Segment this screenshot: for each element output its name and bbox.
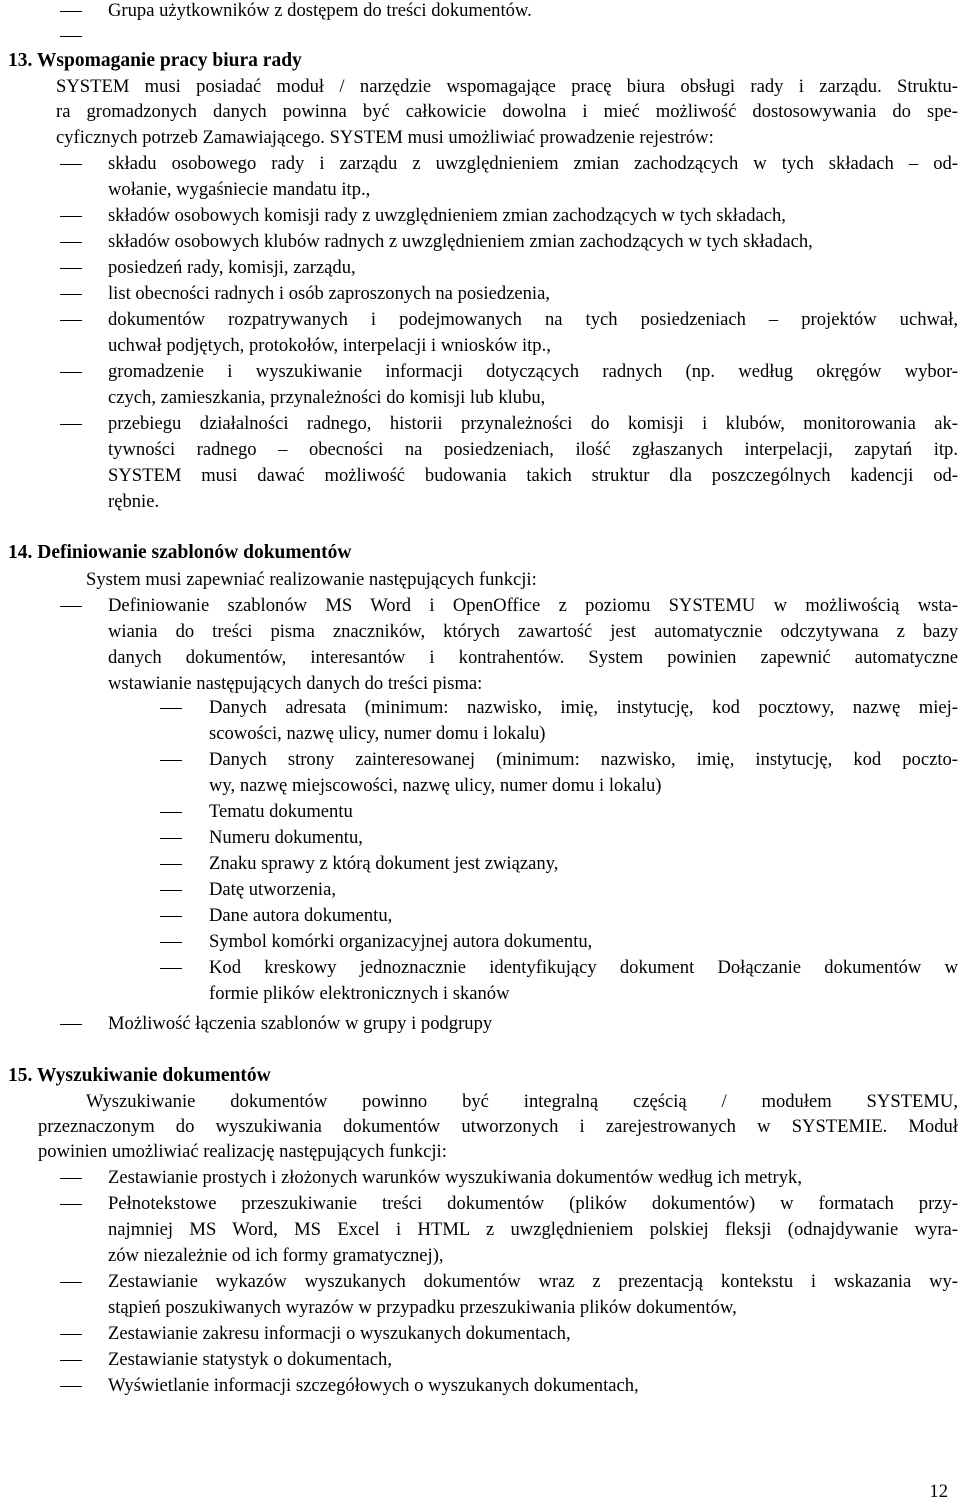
list-dash-icon xyxy=(60,1282,82,1283)
list-dash-icon xyxy=(60,1386,82,1387)
list-item: Możliwość łączenia szablonów w grupy i podgrupy xyxy=(108,1013,493,1034)
list-item-continuation: SYSTEM musi dawać możliwość budowania takich struktur dla poszczególnych kadencji od- xyxy=(108,465,958,486)
list-item: składu osobowego rady i zarządu z uwzględnieniem zmian zachodzących w tych składach – od- xyxy=(108,153,958,174)
list-item-continuation: stąpień poszukiwanych wyrazów w przypadku przeszukiwania plików dokumentów, xyxy=(108,1297,737,1318)
list-dash-icon xyxy=(60,1360,82,1361)
list-dash-icon xyxy=(60,1178,82,1179)
list-item-continuation: wiania do treści pisma znaczników, których zawartość jest automatycznie odczytywana z bazy xyxy=(108,621,958,642)
paragraph-line: System musi zapewniać realizowanie następujących funkcji: xyxy=(86,569,537,590)
list-item-continuation: rębnie. xyxy=(108,491,160,512)
list-dash-icon xyxy=(160,942,182,943)
list-item: Danych adresata (minimum: nazwisko, imię, instytucję, kod pocztowy, nazwę miej- xyxy=(209,697,958,718)
list-item-continuation: wstawianie następujących danych do treści pisma: xyxy=(108,673,483,694)
page-number: 12 xyxy=(929,1481,948,1502)
list-item-continuation: wołanie, wygaśniecie mandatu itp., xyxy=(108,179,371,200)
list-item-continuation: tywności radnego – obecności na posiedzeniach, ilość zgłaszanych interpelacji, zapytań itp. xyxy=(108,439,958,460)
section-heading: 14. Definiowanie szablonów dokumentów xyxy=(8,542,352,563)
list-item-continuation: zów niezależnie od ich formy gramatycznej), xyxy=(108,1245,444,1266)
list-item: składów osobowych komisji rady z uwzględnieniem zmian zachodzących w tych składach, xyxy=(108,205,786,226)
list-dash-icon xyxy=(60,164,82,165)
list-item: Zestawianie wykazów wyszukanych dokumentów wraz z prezentacją kontekstu i wskazania wy- xyxy=(108,1271,958,1292)
list-item: Numeru dokumentu, xyxy=(209,827,363,848)
section-heading: 15. Wyszukiwanie dokumentów xyxy=(8,1065,271,1086)
list-dash-icon xyxy=(60,1334,82,1335)
list-item-continuation: formie plików elektronicznych i skanów xyxy=(209,983,510,1004)
list-item: Zestawianie prostych i złożonych warunków wyszukiwania dokumentów według ich metryk, xyxy=(108,1167,802,1188)
list-item-continuation: uchwał podjętych, protokołów, interpelacji i wniosków itp., xyxy=(108,335,551,356)
list-item-continuation: najmniej MS Word, MS Excel i HTML z uwzględnieniem polskiej fleksji (odnajdywanie wyra- xyxy=(108,1219,958,1240)
list-item: Wyświetlanie informacji szczegółowych o wyszukanych dokumentach, xyxy=(108,1375,639,1396)
paragraph-line: Wyszukiwanie dokumentów powinno być integralną częścią / modułem SYSTEMU, xyxy=(86,1091,958,1112)
list-item: Danych strony zainteresowanej (minimum: nazwisko, imię, instytucję, kod poczto- xyxy=(209,749,958,770)
list-dash-icon xyxy=(60,294,82,295)
paragraph-line: ra gromadzonych danych powinna być całkowicie dowolna i mieć możliwość dostosowywania do spe- xyxy=(56,101,958,122)
list-dash-icon xyxy=(60,36,82,37)
list-item: Zestawianie zakresu informacji o wyszukanych dokumentach, xyxy=(108,1323,571,1344)
list-item: Symbol komórki organizacyjnej autora dokumentu, xyxy=(209,931,593,952)
list-item: Datę utworzenia, xyxy=(209,879,336,900)
list-dash-icon xyxy=(60,1024,82,1025)
list-item: posiedzeń rady, komisji, zarządu, xyxy=(108,257,356,278)
list-item: Znaku sprawy z którą dokument jest związany, xyxy=(209,853,559,874)
list-item-continuation: wy, nazwę miejscowości, nazwę ulicy, numer domu i lokalu) xyxy=(209,775,662,796)
list-dash-icon xyxy=(60,424,82,425)
list-item: gromadzenie i wyszukiwanie informacji dotyczących radnych (np. według okręgów wybor- xyxy=(108,361,958,382)
paragraph-line: SYSTEM musi posiadać moduł / narzędzie wspomagające pracę biura obsługi rady i zarządu. Struktu- xyxy=(56,76,958,97)
list-item-continuation: scowości, nazwę ulicy, numer domu i lokalu) xyxy=(209,723,546,744)
list-item: Pełnotekstowe przeszukiwanie treści dokumentów (plików dokumentów) w formatach przy- xyxy=(108,1193,958,1214)
list-dash-icon xyxy=(60,216,82,217)
list-dash-icon xyxy=(160,916,182,917)
list-dash-icon xyxy=(160,708,182,709)
paragraph-line: cyficznych potrzeb Zamawiającego. SYSTEM musi umożliwiać prowadzenie rejestrów: xyxy=(56,127,714,148)
list-dash-icon xyxy=(60,242,82,243)
paragraph-line: przeznaczonym do wyszukiwania dokumentów utworzonych i zarejestrowanych w SYSTEMIE. Moduł xyxy=(38,1116,958,1137)
list-item: Dane autora dokumentu, xyxy=(209,905,393,926)
list-item: składów osobowych klubów radnych z uwzględnieniem zmian zachodzących w tych składach, xyxy=(108,231,813,252)
list-item: Grupa użytkowników z dostępem do treści dokumentów. xyxy=(108,0,532,21)
list-dash-icon xyxy=(160,864,182,865)
list-dash-icon xyxy=(60,268,82,269)
list-item: Zestawianie statystyk o dokumentach, xyxy=(108,1349,392,1370)
list-dash-icon xyxy=(60,320,82,321)
list-item: Tematu dokumentu xyxy=(209,801,353,822)
list-dash-icon xyxy=(60,372,82,373)
list-dash-icon xyxy=(160,838,182,839)
list-item-continuation: danych dokumentów, interesantów i kontrahentów. System powinien zapewnić automatyczne xyxy=(108,647,958,668)
list-item: dokumentów rozpatrywanych i podejmowanych na tych posiedzeniach – projektów uchwał, xyxy=(108,309,958,330)
list-dash-icon xyxy=(60,1204,82,1205)
list-dash-icon xyxy=(160,890,182,891)
list-item: Definiowanie szablonów MS Word i OpenOffice z poziomu SYSTEMU w możliwością wsta- xyxy=(108,595,958,616)
list-dash-icon xyxy=(160,968,182,969)
list-dash-icon xyxy=(60,11,82,12)
list-item: list obecności radnych i osób zaproszonych na posiedzenia, xyxy=(108,283,550,304)
list-item: Kod kreskowy jednoznacznie identyfikujący dokument Dołączanie dokumentów w xyxy=(209,957,958,978)
section-heading: 13. Wspomaganie pracy biura rady xyxy=(8,50,302,71)
list-dash-icon xyxy=(60,606,82,607)
list-item: przebiegu działalności radnego, historii przynależności do komisji i klubów, monitorowania ak- xyxy=(108,413,958,434)
list-dash-icon xyxy=(160,812,182,813)
list-item-continuation: czych, zamieszkania, przynależności do komisji lub klubu, xyxy=(108,387,546,408)
list-dash-icon xyxy=(160,760,182,761)
paragraph-line: powinien umożliwiać realizację następujących funkcji: xyxy=(38,1141,447,1162)
